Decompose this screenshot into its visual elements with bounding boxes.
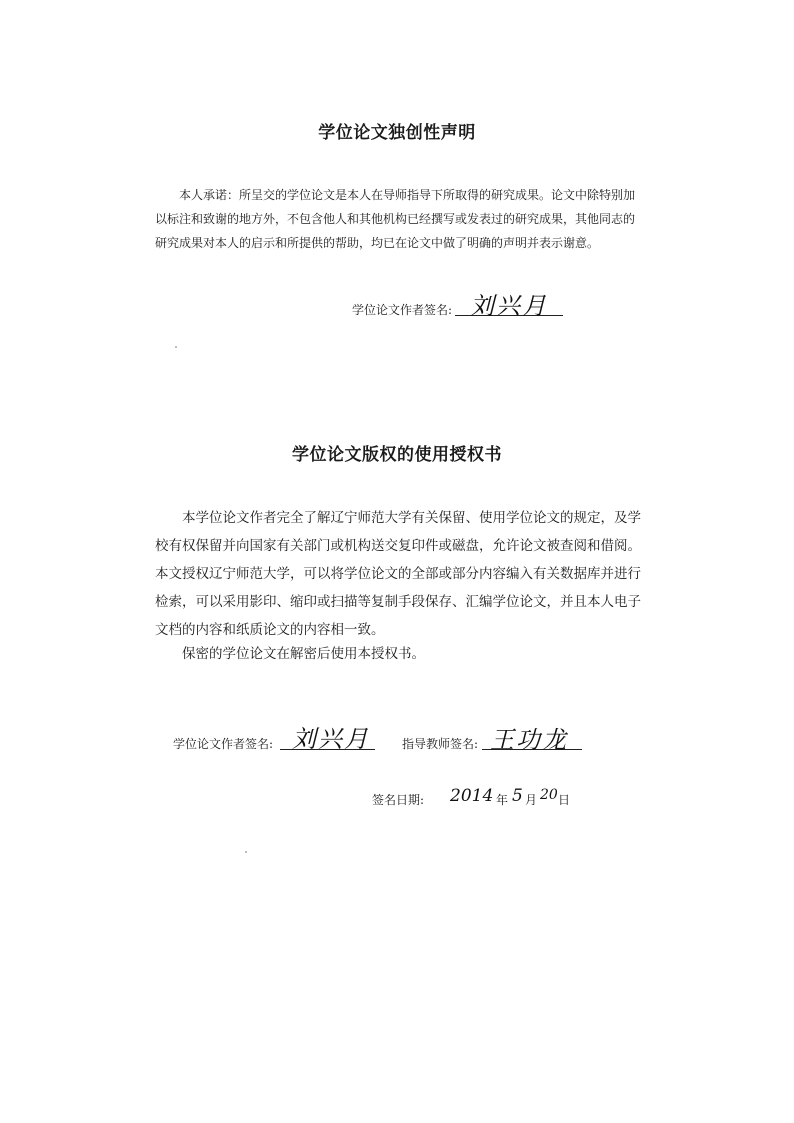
authorization-author-label: 学位论文作者签名: (173, 737, 274, 751)
sign-date-month: 5 (512, 786, 523, 806)
declaration-paragraph: 本人承诺：所呈交的学位论文是本人在导师指导下所取得的研究成果。论文中除特别加以标注和致谢的地方外，不包含他人和其他机构已经撰写或发表过的研究成果，其他同志的研究成果对本人的启示和所提供的帮助，均已在论文中做了明确的声明并表示谢意。 (155, 188, 636, 250)
scan-speck (245, 851, 247, 853)
authorization-advisor-signature: 王功龙 (490, 726, 568, 754)
authorization-paragraph-1: 本学位论文作者完全了解辽宁师范大学有关保留、使用学位论文的规定，及学校有权保留并向国家有关部门或机构送交复印件或磁盘，允许论文被查阅和借阅。本文授权辽宁师范大学，可以将学位论文的全部或部分内容编入有关数据库并进行检索，可以采用影印、缩印或扫描等复制手段保存、汇编学位论文，并且本人电子文档的内容和纸质论文的内容相一致。 (155, 510, 641, 638)
sign-date-year: 2014 (450, 786, 494, 806)
declaration-author-label: 学位论文作者签名: (352, 303, 453, 317)
declaration-title: 学位论文独创性声明 (318, 123, 476, 143)
authorization-title: 学位论文版权的使用授权书 (292, 445, 502, 465)
sign-date-day-char: 日 (558, 793, 571, 807)
sign-date-day: 20 (540, 787, 558, 803)
sign-date-label: 签名日期: (372, 793, 425, 807)
authorization-advisor-label: 指导教师签名: (402, 737, 479, 751)
scan-speck (175, 346, 177, 348)
sign-date-year-char: 年 (496, 793, 509, 807)
sign-date-month-char: 月 (525, 793, 538, 807)
declaration-author-signature: 刘兴月 (470, 292, 548, 320)
authorization-paragraph-2: 保密的学位论文在解密后使用本授权书。 (182, 646, 425, 662)
authorization-author-signature: 刘兴月 (292, 725, 370, 753)
